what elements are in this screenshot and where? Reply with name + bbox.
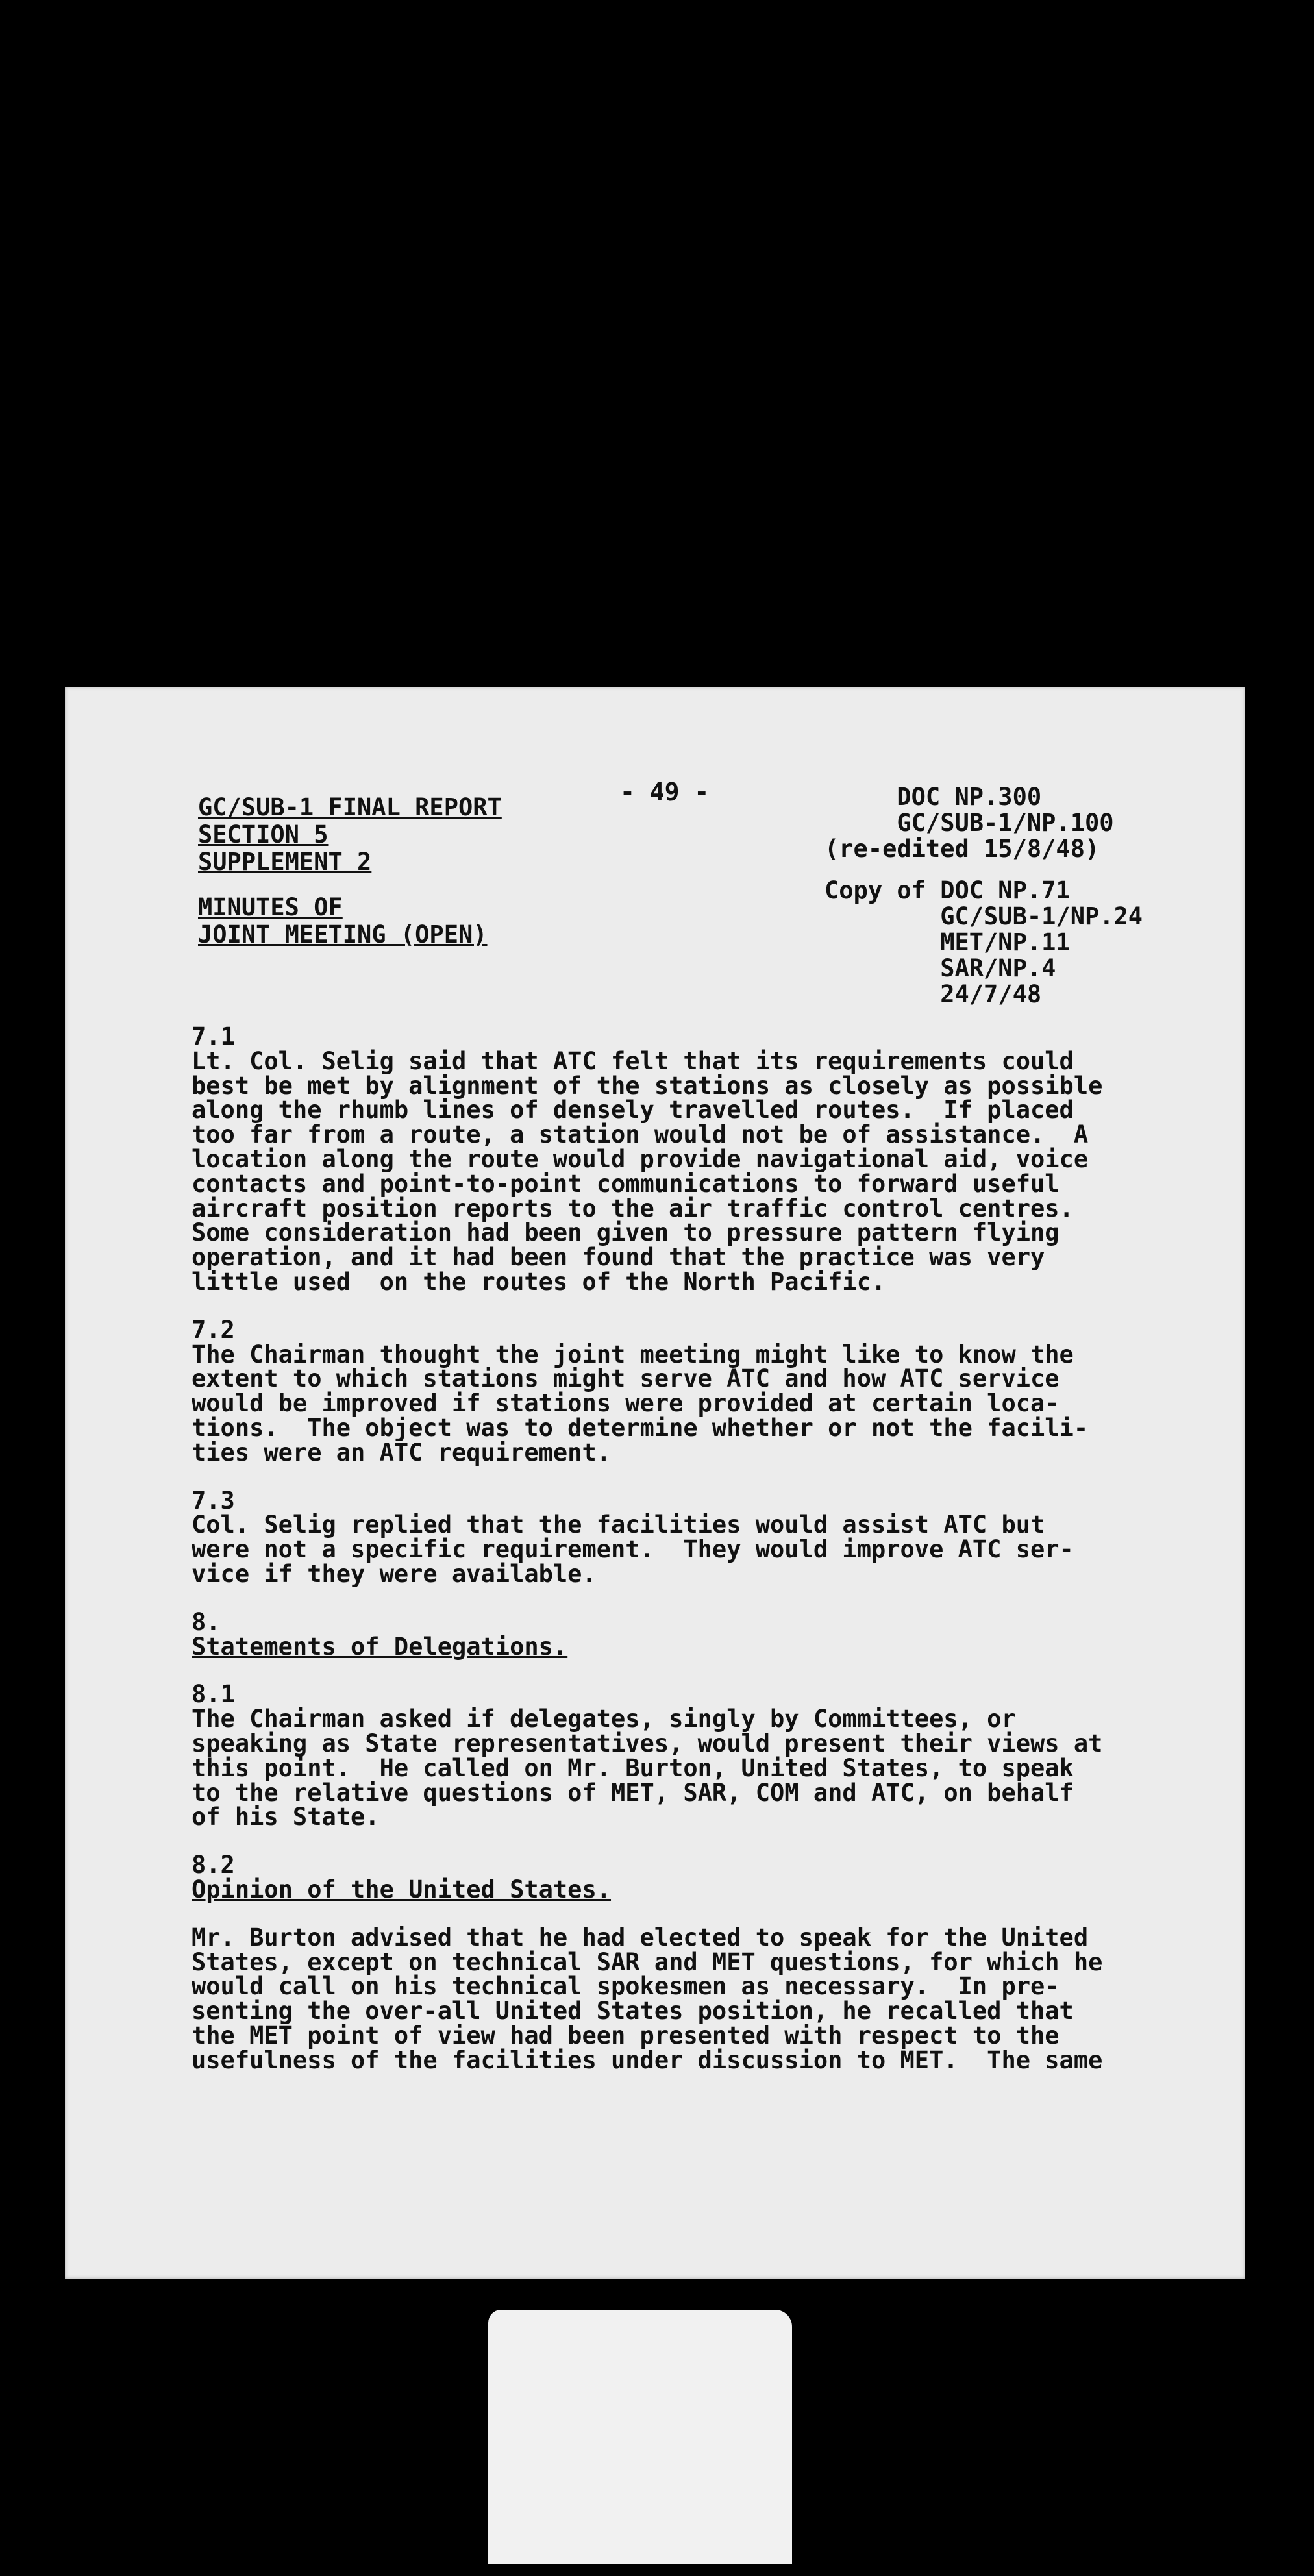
text-line: contacts and point-to-point communications to forward useful bbox=[192, 1169, 1060, 1198]
text-line: along the rhumb lines of densely travelled routes. If placed bbox=[192, 1096, 1074, 1124]
text-line: location along the route would provide navigational aid, voice bbox=[192, 1145, 1089, 1173]
doc-ref-line: GC/SUB-1/NP.100 bbox=[824, 809, 1114, 837]
text-line: vice if they were available. bbox=[192, 1559, 597, 1588]
text-line: aircraft position reports to the air traffic control centres. bbox=[192, 1194, 1074, 1222]
doc-ref-line: SAR/NP.4 bbox=[824, 954, 1056, 982]
report-title: GC/SUB-1 FINAL REPORT bbox=[198, 793, 502, 821]
text-line: The Chairman asked if delegates, singly by Committees, or bbox=[192, 1705, 1016, 1733]
text-line: best be met by alignment of the stations as closely as possible bbox=[192, 1071, 1103, 1100]
text-line: Some consideration had been given to pressure pattern flying bbox=[192, 1219, 1060, 1247]
text-line: to the relative questions of MET, SAR, COM and ATC, on behalf bbox=[192, 1778, 1074, 1807]
doc-ref-line: (re-edited 15/8/48) bbox=[824, 835, 1100, 863]
text-line: too far from a route, a station would not be of assistance. A bbox=[192, 1121, 1089, 1149]
minutes-label: MINUTES OF bbox=[198, 893, 343, 921]
doc-ref-line: GC/SUB-1/NP.24 bbox=[824, 902, 1143, 930]
section-heading: Statements of Delegations. bbox=[192, 1632, 568, 1661]
paragraph-8-1 bbox=[192, 1682, 1191, 1829]
header-left-block bbox=[198, 794, 502, 948]
text-line: Mr. Burton advised that he had elected to speak for the United bbox=[192, 1923, 1089, 1951]
doc-ref-line: DOC NP.300 bbox=[824, 783, 1042, 811]
header-right-block bbox=[824, 784, 1143, 1008]
paragraph-number: 7.1 bbox=[192, 1022, 235, 1050]
meeting-label: JOINT MEETING (OPEN) bbox=[198, 921, 488, 948]
paragraph-8-2-body bbox=[192, 1923, 1191, 2074]
text-line: were not a specific requirement. They would improve ATC ser- bbox=[192, 1535, 1074, 1564]
text-line: extent to which stations might serve ATC and how ATC service bbox=[192, 1365, 1060, 1393]
text-line: usefulness of the facilities under discussion to MET. The same bbox=[192, 2046, 1103, 2074]
doc-ref-line: Copy of DOC NP.71 bbox=[824, 876, 1071, 904]
supplement-label: SUPPLEMENT 2 bbox=[198, 848, 372, 876]
paragraph-number: 8.2 bbox=[192, 1851, 235, 1879]
text-line: senting the over-all United States position, he recalled that bbox=[192, 1997, 1074, 2025]
text-line: ties were an ATC requirement. bbox=[192, 1438, 612, 1467]
text-line: the MET point of view had been presented with respect to the bbox=[192, 2021, 1060, 2050]
text-line: speaking as State representatives, would present their views at bbox=[192, 1729, 1103, 1757]
paragraph-8-2 bbox=[192, 1853, 1191, 1902]
paragraph-8 bbox=[192, 1607, 1191, 1661]
doc-ref-line: MET/NP.11 bbox=[824, 928, 1071, 956]
text-line: operation, and it had been found that the practice was very bbox=[192, 1243, 1045, 1272]
text-line: tions. The object was to determine whether or not the facili- bbox=[192, 1413, 1089, 1442]
paragraph-7-1 bbox=[192, 1024, 1191, 1294]
section-heading: Opinion of the United States. bbox=[192, 1875, 612, 1903]
text-line: Lt. Col. Selig said that ATC felt that its requirements could bbox=[192, 1046, 1074, 1075]
paragraph-number: 8. bbox=[192, 1607, 221, 1636]
text-line: would call on his technical spokesmen as necessary. In pre- bbox=[192, 1972, 1060, 2001]
document-body bbox=[192, 1024, 1191, 2096]
text-line: of his State. bbox=[192, 1803, 380, 1831]
paragraph-7-3 bbox=[192, 1486, 1191, 1588]
page-number: - 49 - bbox=[620, 778, 710, 806]
paragraph-number: 8.1 bbox=[192, 1680, 235, 1709]
blank-card bbox=[488, 2310, 792, 2564]
document-page bbox=[65, 687, 1245, 2279]
section-label: SECTION 5 bbox=[198, 821, 328, 848]
text-line: would be improved if stations were provided at certain loca- bbox=[192, 1389, 1060, 1418]
text-line: Col. Selig replied that the facilities would assist ATC but bbox=[192, 1511, 1045, 1539]
text-line: this point. He called on Mr. Burton, United States, to speak bbox=[192, 1753, 1074, 1782]
text-line: The Chairman thought the joint meeting might like to know the bbox=[192, 1340, 1074, 1368]
paragraph-7-2 bbox=[192, 1315, 1191, 1467]
text-line: States, except on technical SAR and MET questions, for which he bbox=[192, 1948, 1103, 1976]
paragraph-number: 7.2 bbox=[192, 1315, 235, 1344]
paragraph-number: 7.3 bbox=[192, 1486, 235, 1515]
text-line: little used on the routes of the North Pacific. bbox=[192, 1267, 886, 1296]
doc-ref-line: 24/7/48 bbox=[824, 980, 1042, 1008]
